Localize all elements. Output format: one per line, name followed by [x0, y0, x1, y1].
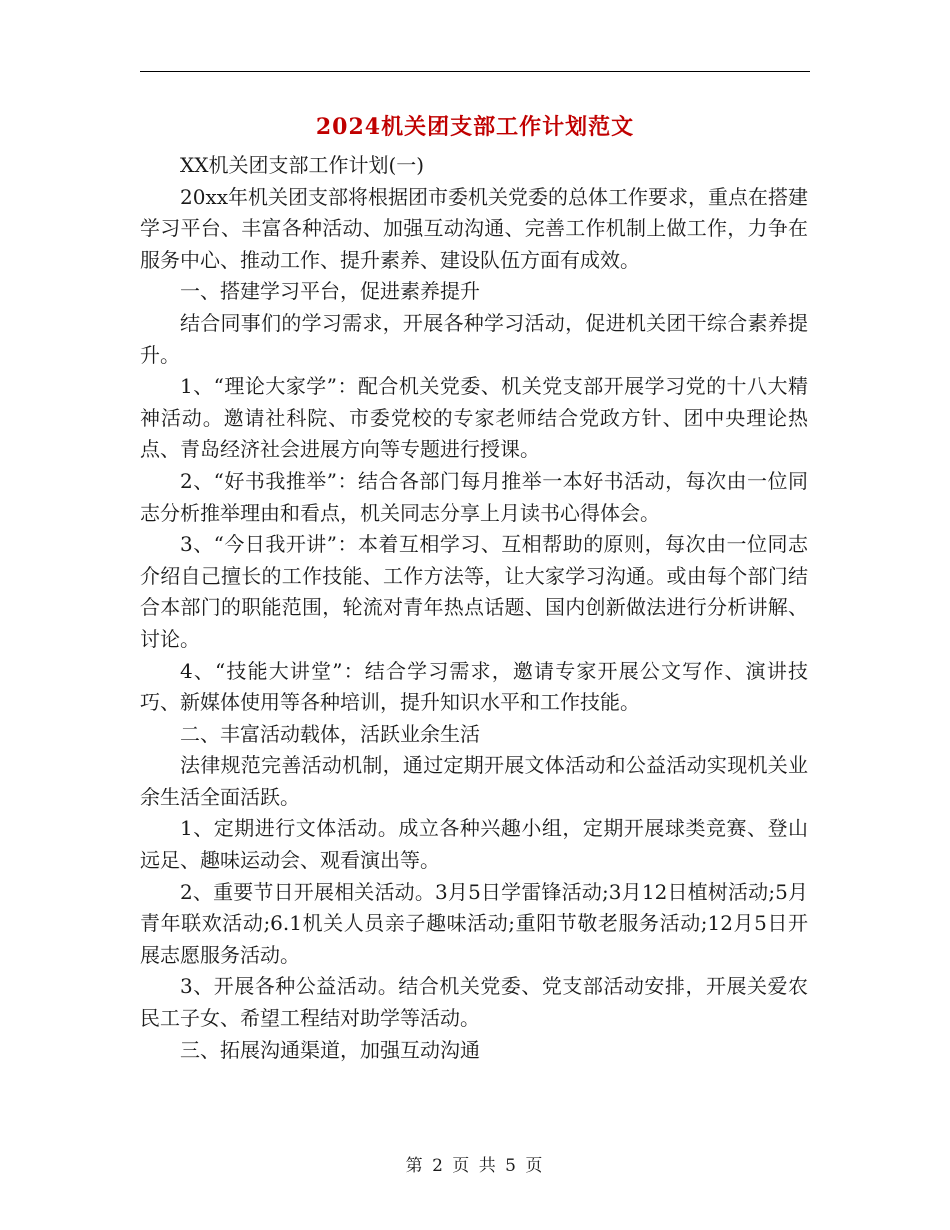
- paragraph: 3、开展各种公益活动。结合机关党委、党支部活动安排，开展关爱农民工子女、希望工程结对助学等活动。: [140, 974, 808, 1031]
- paragraph: 1、定期进行文体活动。成立各种兴趣小组，定期开展球类竞赛、登山远足、趣味运动会、观看演出等。: [140, 816, 808, 873]
- paragraph: 2、重要节日开展相关活动。3月5日学雷锋活动;3月12日植树活动;5月青年联欢活动;6.1机关人员亲子趣味活动;重阳节敬老服务活动;12月5日开展志愿服务活动。: [140, 879, 808, 967]
- paragraph: 1、“理论大家学”：配合机关党委、机关党支部开展学习党的十八大精神活动。邀请社科院、市委党校的专家老师结合党政方针、团中央理论热点、青岛经济社会进展方向等专题进行授课。: [140, 374, 808, 462]
- section-heading: 三、拓展沟通渠道，加强互动沟通: [180, 1037, 480, 1062]
- section-heading: 一、搭建学习平台，促进素养提升: [180, 279, 480, 304]
- document-body: [140, 150, 808, 1066]
- paragraph: 法律规范完善活动机制，通过定期开展文体活动和公益活动实现机关业余生活全面活跃。: [140, 753, 808, 809]
- header-rule: [140, 71, 810, 72]
- paragraph: 3、“今日我开讲”：本着互相学习、互相帮助的原则，每次由一位同志介绍自己擅长的工作技能、工作方法等，让大家学习沟通。或由每个部门结合本部门的职能范围，轮流对青年热点话题、国内创新做法进行分析讲解、讨论。: [140, 532, 808, 651]
- paragraph: 2、“好书我推举”：结合各部门每月推举一本好书活动，每次由一位同志分析推举理由和看点，机关同志分享上月读书心得体会。: [140, 468, 808, 525]
- page-number-footer: 第 2 页 共 5 页: [405, 1156, 545, 1176]
- paragraph: 4、“技能大讲堂”：结合学习需求，邀请专家开展公文写作、演讲技巧、新媒体使用等各种培训，提升知识水平和工作技能。: [140, 658, 808, 715]
- paragraph: 20xx年机关团支部将根据团市委机关党委的总体工作要求，重点在搭建学习平台、丰富各种活动、加强互动沟通、完善工作机制上做工作，力争在服务中心、推动工作、提升素养、建设队伍方面有成效。: [140, 184, 809, 272]
- paragraph: 结合同事们的学习需求，开展各种学习活动，促进机关团干综合素养提升。: [140, 310, 808, 367]
- paragraph: XX机关团支部工作计划(一): [180, 153, 425, 177]
- section-heading: 二、丰富活动载体，活跃业余生活: [180, 721, 480, 746]
- document-title: 2024机关团支部工作计划范文: [315, 114, 635, 140]
